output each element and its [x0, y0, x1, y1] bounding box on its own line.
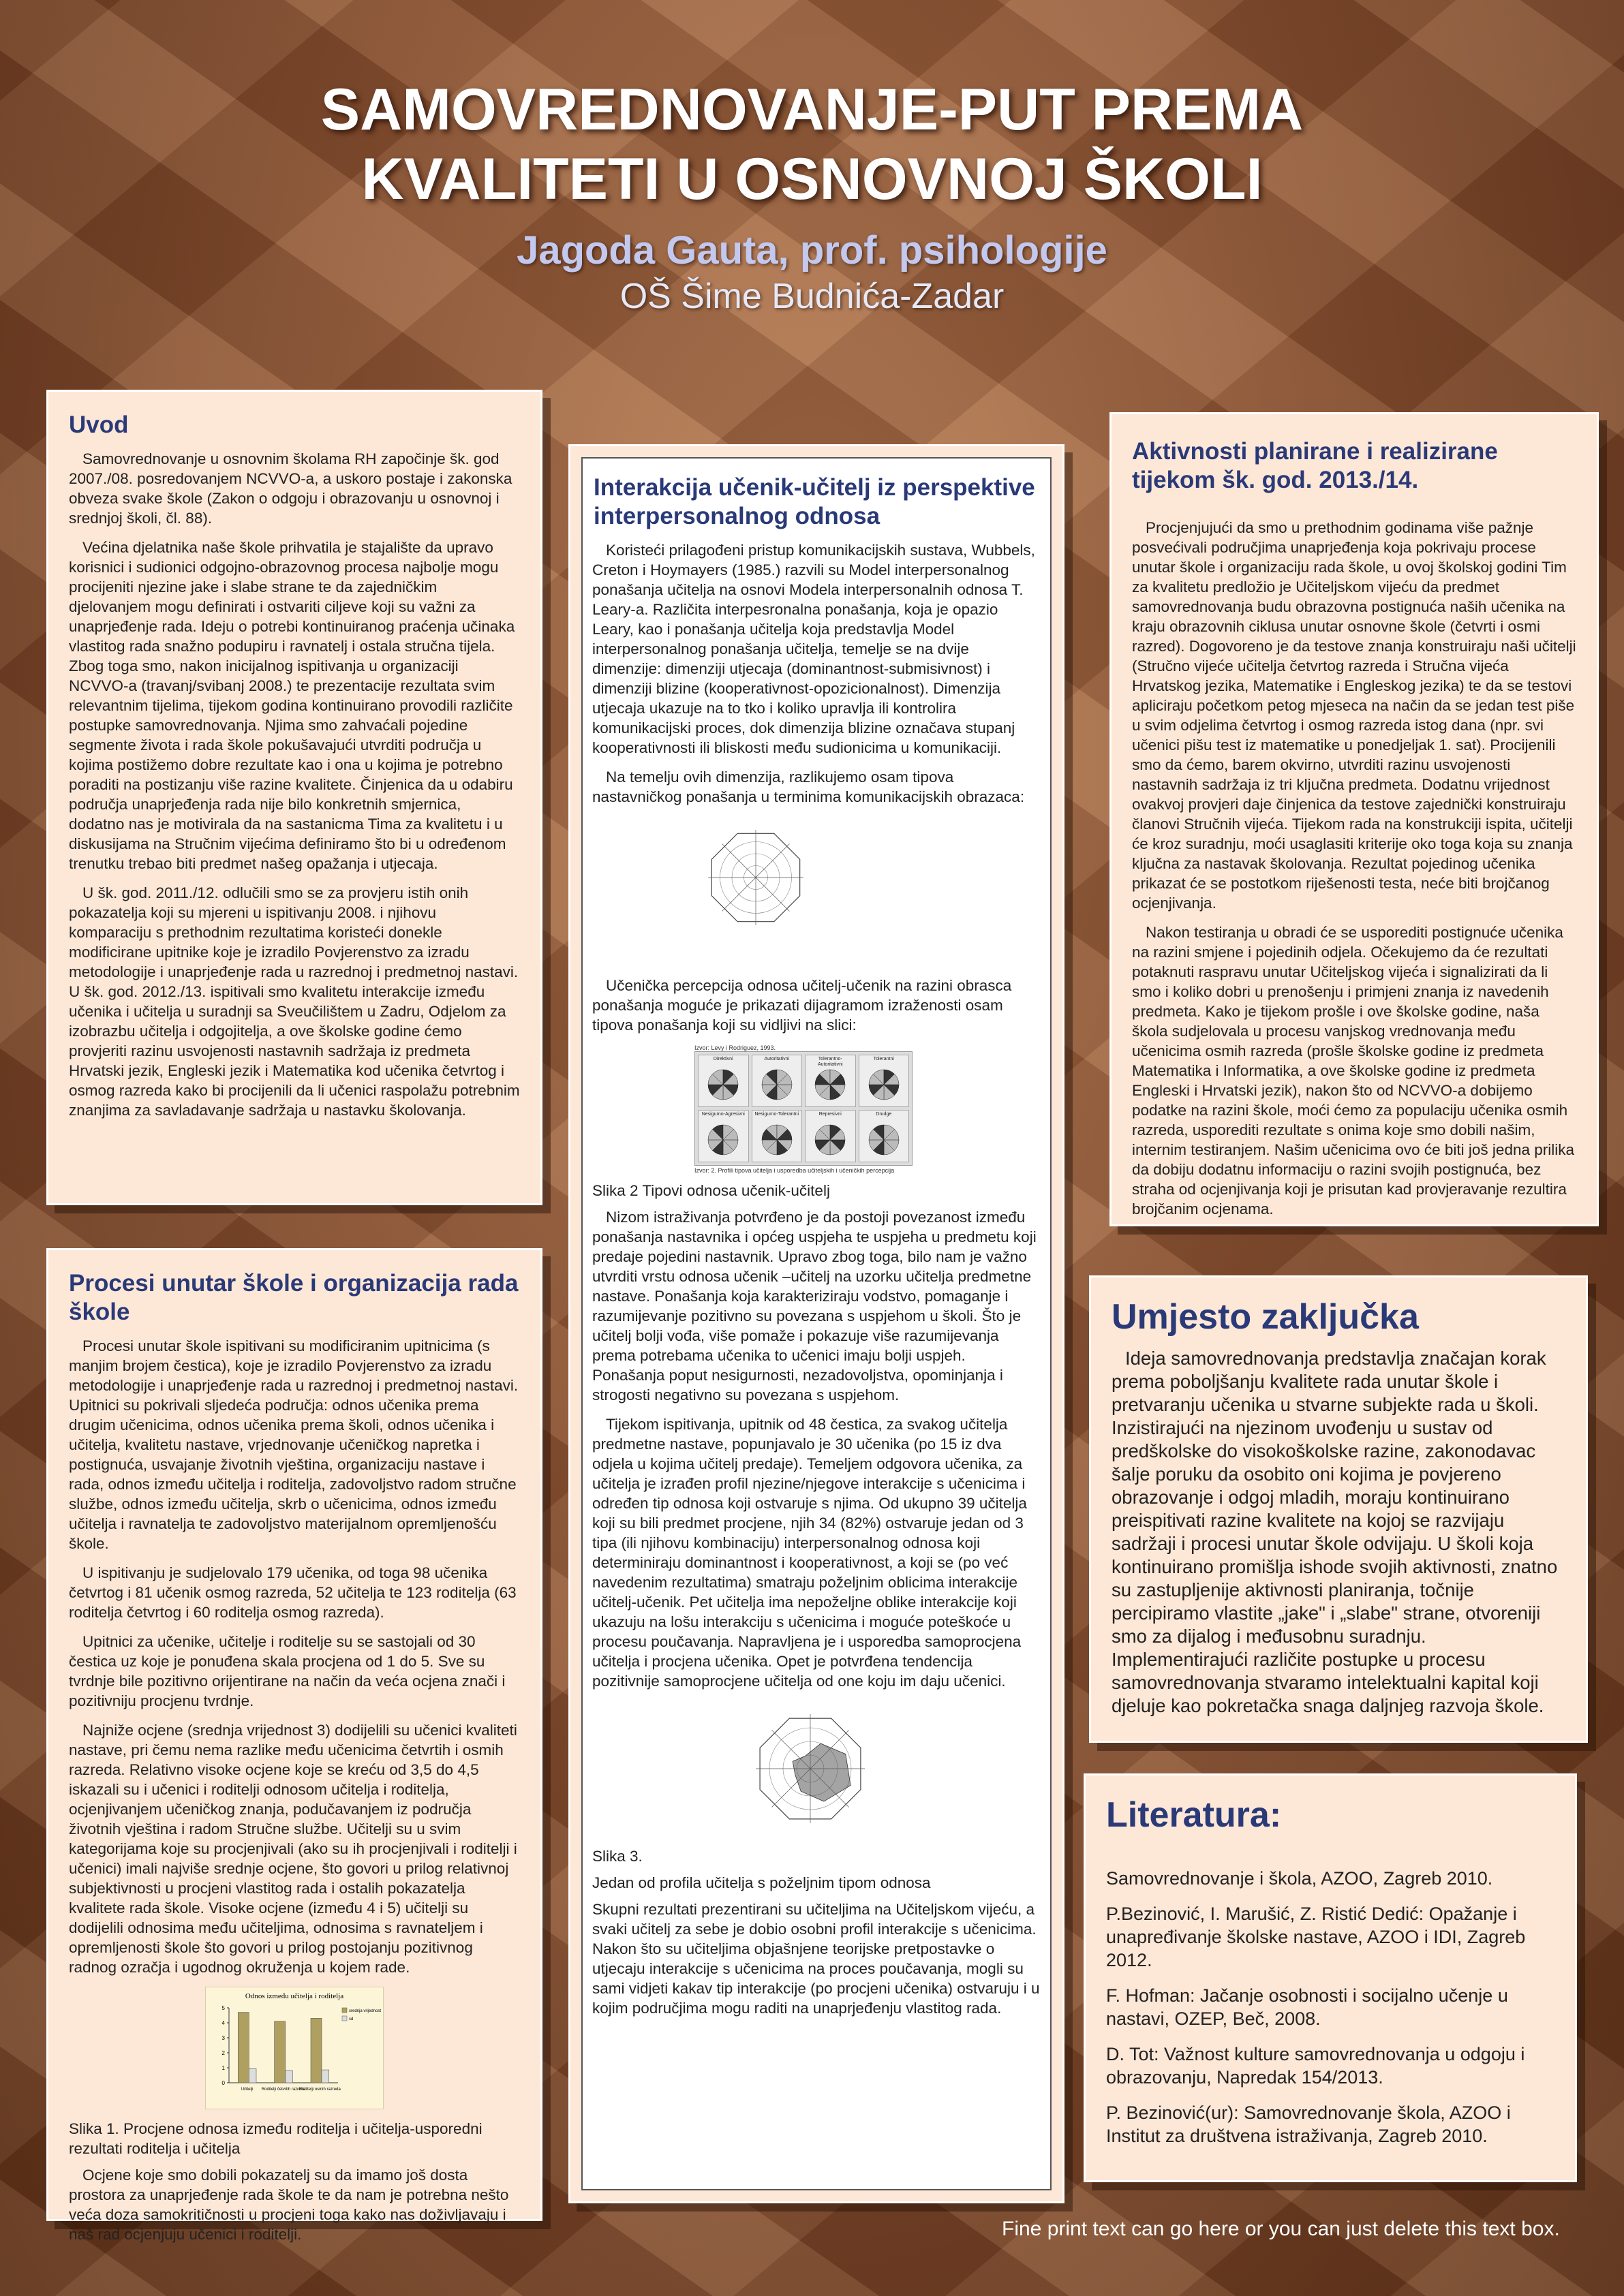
teacher-type-octagon-icon: [867, 1068, 901, 1102]
literatura-panel: [1084, 1773, 1577, 2182]
procesi-panel: [46, 1248, 542, 2243]
literatura-heading: Literatura:: [1106, 1795, 1282, 1835]
literatura-list: [1106, 1867, 1554, 2147]
figure-3-caption: Slika 3.: [592, 1848, 643, 1865]
chart-bar: [311, 2018, 322, 2083]
author: Jagoda Gauta, prof. psihologije: [517, 228, 1107, 273]
procesi-paragraph: Procesi unutar škole ispitivani su modificiranim upitnicima (s manjim brojem čestica), koje je izradilo Povjerenstvo za izradu metodologije i unaprjeđenje rada u razrednoj i predmetnoj nastavi. Upitnici su pokrivali sljedeća područja: odnos učenika prema drugim učenicima, odnos učenika prema školi, odnos učenika i učitelja, kvalitetu nastave, vrjednovanje učeničkog napretka i postignuća, usvajanje životnih vještina, organizaciju nastave i rada, odnos između učitelja i roditelja, zadovoljstvo radom stručne službe, odnos između učitelja, skrb o učenicima, odnos između učitelja i ravnatelja te zadovoljstvo materijalnom opremljenošću škole.: [69, 1337, 519, 1552]
literature-item: Samovrednovanje i škola, AZOO, Zagreb 2010.: [1106, 1868, 1493, 1889]
procesi-paragraph: Najniže ocjene (srednja vrijednost 3) dodijelili su učenici kvaliteti nastave, pri čemu nema razlike među učenicima četvrtih i osmih razreda. Relativno visoke ocjene koje se kreću od 3,5 do 4,5 iskazali su i učenici i roditelji odnosom učitelja i roditelja, ocjenjivanjem učeničkog znanja, podučavanjem iz područja životnih vještina i radom Stručne službe. Učitelji su u svim kategorijama koje su procjenjivali (ako su ih procjenjivali i roditelji i učenici) imali najviše srednje ocjene, što govori u prilog relativnoj subjektivnosti u procjeni vlastitog rada i ostalih pokazatelja kvalitete rada škole. Visoke ocjene (između 4 i 5) učitelji su dodijelili odnosima među učiteljima, odnosima s ravnateljem i opremljenosti škole što govori u prilog postojanju pozitivnog radnog ozračja i ugodnog okruženja u kojem rade.: [69, 1722, 517, 1976]
teacher-type-cell: [805, 1055, 856, 1107]
legend-swatch: [342, 2008, 347, 2013]
interakcija-inner-frame: [581, 457, 1052, 2190]
interakcija-heading: Interakcija učenik-učitelj iz perspektive interpersonalnog odnosa: [594, 474, 1035, 529]
interakcija-paragraph: Koristeći prilagođeni pristup komunikacijskih sustava, Wubbels, Creton i Hoymayers (1985.) razvili su Model interpersonalnog ponašanja učitelja na osnovi Modela interpersonalnih odnosa T. Leary-a. Različita interpesronalna ponašanja, koja je opazio Leary, kao i ponašanja učitelja koja predstavlja Model interpersonalnog ponašanja učitelja, temelje se na dvije dimenzije: dimenziji utjecaja (dominantnost-submisivnost) i dimenziji blizine (kooperativnost-opozicionalnost). Dimenzija utjecaja ukazuje na to tko i koliko upravlja ili kontrolira komunikacijski proces, dok dimenzija blizine označava stupanj kooperativnosti ili bliskosti među sudionicima u komunikaciji.: [592, 542, 1035, 756]
uvod-paragraph: Samovrednovanje u osnovnim školama RH započinje šk. god 2007./08. posredovanjem NCVVO-a, a uskoro postaje i zakonska obveza svake škole (Zakon o odgoju i obrazovanju u osnovnoj i srednjoj školi, čl. 88).: [69, 450, 512, 527]
teacher-type-cell: [752, 1055, 803, 1107]
teacher-type-octagon-icon: [760, 1123, 794, 1157]
uvod-heading: Uvod: [69, 412, 129, 438]
literature-item: D. Tot: Važnost kulture samovrednovanja u odgoju i obrazovanju, Napredak 154/2013.: [1106, 2044, 1525, 2088]
teacher-type-label: Tolerantno-Autoritativni: [817, 1057, 843, 1067]
literature-item: F. Hofman: Jačanje osobnosti i socijalno učenje u nastavi, OZEP, Beč, 2008.: [1106, 1985, 1508, 2029]
procesi-closing: Ocjene koje smo dobili pokazatelj su da imamo još dosta prostora za unaprjeđenje rada škole te da nam je potrebna nešto veća doza samokritičnosti u procjeni toga kako nas doživljavaju i naš rad ocjenjuju učenici i roditelji.: [69, 2167, 509, 2243]
figure-2-caption: Slika 2 Tipovi odnosa učenik-učitelj: [592, 1182, 830, 1199]
teacher-type-octagon-icon: [706, 1123, 740, 1157]
uvod-paragraph: Većina djelatnika naše škole prihvatila je stajalište da upravo korisnici i sudionici odgojno-obrazovnog procesa najbolje mogu procijeniti njezine jake i slabe strane te da zajedničkim djelovanjem mogu definirati i ostvariti ciljeve koji su važni za unaprjeđenje rada. Ideju o potrebi kontinuiranog praćenja učinaka vlastitog rada snažno podupiru i ravnatelj i ostala stručna tijela. Zbog toga smo, nakon inicijalnog ispitivanja u organizaciji NCVVO-a (travanj/svibanj 2008.) te prezentacije rezultata svim relevantnim tijelima, tijekom godina kontinuirano provodili različite postupke samovrednovanja. Njima smo zahvaćali pojedine segmente života i rada škole pokušavajući utvrditi područja u kojima postižemo dobre rezultate kao i ona u kojima je potrebno poraditi na postizanju više razine kvalitete. Činjenica da u odabiru područja unaprjeđenja rada nije bilo konkretnih smjernica, dodatno nas je motivirala da na sastanicma Tima za kvalitetu i u diskusijama na Stručnim vijećima definiramo što bi u određenom trenutku trebao biti predmet našeg opažanja i utjecaja.: [69, 539, 515, 872]
interakcija-panel: [568, 444, 1064, 2203]
teacher-type-octagon-icon: [760, 1068, 794, 1102]
interakcija-paragraph: Tijekom ispitivanja, upitnik od 48 čestica, za svakog učitelja predmetne nastave, popunjavalo je 30 učenika (po 15 iz dva odjela u kojima učitelj predaje). Temeljem odgovora učenika, za učitelja je izrađen profil njezine/njegove interakcije s učenicima i određen tip odnosa koji ostvaruje s njima. Od ukupno 39 učitelja koji su bili predmet procjene, njih 34 (82%) ostvaruje jedan od 3 tipa (ili njihovu kombinaciju) interpersonalnog odnosa koji determiniraju dominantnost i kooperativnost, a koji se (po već navedenim rezultatima) smatraju poželjnim oblicima interakcije učitelj-učenik. Pet učitelja ima nepoželjne oblike interakcije koji ukazuju na lošu interakciju s učenicima i moguće poteškoće u procesu poučavanja. Napravljena je i usporedba samoprocjena učitelja i procjena učenika. Opet je potvrđena tendencija pozitivnije samoprocjene učitelja od one koju im daju učenici.: [592, 1416, 1027, 1690]
figure-2-footer: Izvor: 2. Profili tipova učitelja i usporedba učiteljskih i učeničkih percepcija: [694, 1167, 895, 1174]
zakljucak-panel: [1089, 1275, 1588, 1743]
figure-3-subcaption: Jedan od profila učitelja s poželjnim tipom odnosa: [592, 1874, 931, 1891]
procesi-paragraph: Upitnici za učenike, učitelje i roditelje su se sastojali od 30 čestica uz koje je ponuđena skala procjena od 1 do 5. Sve su tvrdnje bile pozitivno orijentirane na način da veća ocjena znači i pozitivniju procjenu tvrdnje.: [69, 1633, 506, 1709]
chart-bar-sd: [249, 2068, 256, 2083]
figure-1-caption: Slika 1. Procjene odnosa između roditelja i učitelja-usporedni rezultati roditelja i učitelja: [69, 2120, 482, 2157]
teacher-type-label: Drudge: [876, 1112, 892, 1117]
figure-2-source: Izvor: Levy i Rodriguez, 1993.: [694, 1044, 776, 1051]
procesi-heading: Procesi unutar škole i organizacija rada škole: [69, 1270, 519, 1325]
interakcija-paragraph: Nizom istraživanja potvrđeno je da postoji povezanost između ponašanja nastavnika i općeg uspjeha te uspjeha u predmetu koji predaje pojedini nastavnik. Upravo zbog toga, bilo nam je važno utvrditi vrstu odnosa učenik –učitelj na uzorku učitelja predmetne nastave. Ponašanja koja karakteriziraju vodstvo, pomaganje i razumijevanje pozitivno su povezana s uspjehom u školi. Što je učitelj bolji vođa, više pomaže i pokazuje više razumijevanja prema potrebama učenika to učenici imaju bolji uspjeh. Ponašanja poput nesigurnosti, nezadovoljstva, opominjanja i strogosti negativno su povezana s uspjehom.: [592, 1209, 1037, 1403]
poster-title: [0, 75, 1624, 214]
uvod-paragraph: U šk. god. 2011./12. odlučili smo se za provjeru istih onih pokazatelja koji su mjereni u ispitivanju 2008. i njihovu komparaciju s prethodnim rezultatima koristeći donekle modificirane upitnike koje je izradilo Povjerenstvo za izradu metodologije i unaprjeđenje rada u razrednoj i predmetnoj nastavi. U šk. god. 2012./13. ispitivali smo kvalitetu interakcije između učenika i učitelja u suradnji sa Sveučilištem u Zadru, Odjelom za izobrazbu učitelja i odgojitelja, a ove školske godine ćemo provjeriti razinu usvojenosti nastavnih sadržaja iz predmeta Hrvatski jezik, Engleski jezik i Matematika kod učenika četvrtog i osmog razreda kako bi procijenili da li učenici raspolažu potrebnim znanjima za savladavanje sadržaja u nastavku školovanja.: [69, 884, 520, 1119]
teacher-type-label: Nesigurno-Tolerantni: [754, 1112, 799, 1117]
teacher-type-label: Direktivni: [713, 1057, 733, 1061]
teacher-type-label: Nesigurno-Agresivni: [701, 1112, 745, 1117]
chart-category-label: Roditelji osmih razreda: [298, 2088, 341, 2092]
chart-category-label: Učitelji: [241, 2088, 254, 2092]
chart-tick-label: 0: [221, 2080, 225, 2086]
legend-label: sd: [349, 2017, 354, 2021]
chart-tick-label: 1: [221, 2065, 225, 2071]
teacher-types-grid: [694, 1051, 913, 1166]
chart-title: Odnos između učitelja i roditelja: [245, 1992, 344, 2000]
interakcija-closing: Skupni rezultati prezentirani su učiteljima na Učiteljskom vijeću, a svaki učitelj za sebe je dobio osobni profil interakcije s učenicima. Nakon što su učiteljima objašnjene teorijske pretpostavke o utjecaju interakcije s učenicima na proces poučavanja, mogli su sami vidjeti kakav tip interakcije (po procjeni učenika) ostvaruju i u kojim područjima mogu raditi na unaprjeđenju vlastitog rada.: [592, 1901, 1040, 2017]
school-name: OŠ Šime Budnića-Zadar: [619, 277, 1005, 316]
legend-label: srednja vrijednost: [349, 2009, 382, 2013]
interakcija-paragraph: Učenička percepcija odnosa učitelj-učenik na razini obrasca ponašanja moguće je prikazati dijagramom izraženosti osam tipova ponašanja koji su vidljivi na slici:: [592, 977, 1012, 1034]
chart-category-label: Roditelji četvrtih razreda: [261, 2088, 306, 2092]
teacher-type-octagon-icon: [706, 1068, 740, 1102]
teacher-type-cell: [698, 1055, 749, 1107]
chart-tick-label: 4: [221, 2020, 225, 2026]
aktivnosti-panel: [1109, 412, 1599, 1226]
teacher-type-cell: [805, 1110, 856, 1162]
literature-item: P. Bezinović(ur): Samovrednovanje škola, AZOO i Institut za društvena istraživanja, Zagreb 2010.: [1106, 2103, 1511, 2146]
chart-tick-label: 5: [221, 2005, 225, 2011]
teacher-types-figure: [694, 1044, 913, 1174]
title-line-1: SAMOVREDNOVANJE-PUT PREMA: [320, 77, 1304, 142]
teacher-type-cell: [752, 1110, 803, 1162]
teacher-profile-diagram: [742, 1701, 878, 1837]
uvod-panel: [46, 390, 542, 1205]
teacher-type-label: Tolerantni: [873, 1057, 894, 1061]
teacher-type-label: Represivni: [818, 1112, 842, 1117]
literature-item: P.Bezinović, I. Marušić, Z. Ristić Dedić: Opažanje i unapređivanje školske nastave, AZOO i IDI, Zagreb 2012.: [1106, 1904, 1526, 1970]
teacher-type-octagon-icon: [867, 1123, 901, 1157]
teacher-type-cell: [859, 1055, 910, 1107]
legend-swatch: [342, 2016, 347, 2021]
chart-tick-label: 2: [221, 2050, 225, 2056]
title-line-2: KVALITETI U OSNOVNOJ ŠKOLI: [361, 146, 1263, 212]
teacher-type-octagon-icon: [813, 1068, 847, 1102]
teacher-type-cell: [859, 1110, 910, 1162]
poster-header: [0, 75, 1624, 317]
chart-bar: [275, 2021, 286, 2083]
aktivnosti-paragraph: Nakon testiranja u obradi će se usporediti postignuće učenika na razini smjene i pojedinih odjela. Očekujemo da će rezultati potaknuti raspravu unutar Učiteljskog vijeća i signalizirati da li smo i koliko dobri u prenošenju i primjeni znanja iz navedenih predmeta. Kako je tijekom prošle i ove školske godine, naša škola sudjelovala u procesu vanjskog vrednovanja među učenicima osmih razreda (prošle školske godine iz predmeta Matematika i Informatika, a ove školske godine iz predmeta Engleski i Hrvatski jezik), nakon što od NCVVO-a dobijemo podatke na razini škole, moći ćemo za populaciju učenika osmih razreda, usporediti rezultate s onima koje smo dobili našim, internim testiranjem. Našim učenicima ovo će biti još jedna prilika da dobiju dodatnu informaciju o razini svojih postignuća, bez straha od ocjenjivanja koji je prisutan kad provjeravanje rezultira brojčanim ocjenama.: [1132, 924, 1575, 1217]
teacher-type-octagon-icon: [813, 1123, 847, 1157]
interakcija-paragraph: Na temelju ovih dimenzija, razlikujemo osam tipova nastavničkog ponašanja u terminima komunikacijskih obrazaca:: [592, 769, 1025, 805]
teacher-type-label: Autoritativni: [764, 1057, 790, 1061]
fine-print: Fine print text can go here or you can just delete this text box.: [1002, 2218, 1560, 2240]
chart-bar: [238, 2013, 249, 2083]
teacher-type-cell: [698, 1110, 749, 1162]
aktivnosti-heading: Aktivnosti planirane i realizirane tijekom šk. god. 2013./14.: [1132, 438, 1498, 493]
chart-tick-label: 3: [221, 2035, 225, 2041]
procesi-paragraph: U ispitivanju je sudjelovalo 179 učenika, od toga 98 učenika četvrtog i 81 učenik osmog razreda, 52 učitelja te 123 roditelja (63 roditelja četvrtog i 60 roditelja osmog razreda).: [69, 1564, 517, 1621]
aktivnosti-paragraph: Procjenjujući da smo u prethodnim godinama više pažnje posvećivali područjima unaprjeđenja koja pokrivaju procese unutar škole i organizaciju rada škole, u ovoj školskoj godini Tim za kvalitetu predložio je Učiteljskom vijeću da predmet samovrednovanja budu obrazovna postignuća naših učenika na kraju obrazovnih ciklusa unutar osnovne škole (četvrti i osmi razred). Dogovoreno je da testove znanja konstruiraju naši učitelji (Stručno vijeće učitelja četvrtog razreda i Stručna vijeća Hrvatskog jezika, Matematike i Engleskog jezika) te da se testovi apliciraju početkom petog mjeseca na način da se jedan test piše u svim odjelima četvrtog i osmog razreda istog dana (npr. svi učenici pišu test iz matematike u ponedjeljak 1. sat). Procijenili smo da ćemo, barem okvirno, utvrditi razinu usvojenosti nastavnih sadržaja iz tri ključna predmeta. Dodatnu vrijednost ovakvoj provjeri daje činjenica da testove zajednički konstruiraju članovi Stručnih vijeća. Tijekom rada na konstrukciji ispita, učitelji će kroz suradnju, moći usaglasiti kriterije oko toga koja su znanja ključna za nastavak školovanja. Rezultat pojedinog učenika prikazat će se postotkom riješenosti testa, neće biti brojčanog ocjenjivanja.: [1132, 519, 1576, 912]
zakljucak-text: Ideja samovrednovanja predstavlja značajan korak prema poboljšanju kvalitete rada unutar škole i pretvaranju učenika u stvarne subjekte rada u školi. Inzistirajući na njezinom uvođenju u sustav od predškolske do visokoškolske razine, zakonodavac šalje poruku da osobito oni kojima je povjereno obrazovanje i odgoj mladih, moraju kontinuirano preispitivati razine kvalitete na kojoj se razvijaju sadržaji i procesi unutar škole odvijaju. U školi koja kontinuirano promišlja ishode svojih aktivnosti, znatno su zastupljenije aktivnosti planiranja, točnije percipiramo vlastite „jake" i „slabe" strane, otvoreniji smo za dijalog i međusobnu suradnju. Implementirajući različite postupke u procesu samovrednovanja stvaramo intelektualni kapital koji djeluje kao pokretačka snaga daljnjeg razvoja škole.: [1112, 1348, 1558, 1716]
zakljucak-heading: Umjesto zaključka: [1112, 1297, 1419, 1337]
parent-teacher-chart: [205, 1987, 384, 2109]
chart-bar-sd: [322, 2070, 329, 2083]
chart-bar-sd: [286, 2070, 293, 2083]
teacher-behavior-model-diagram: [694, 816, 817, 939]
